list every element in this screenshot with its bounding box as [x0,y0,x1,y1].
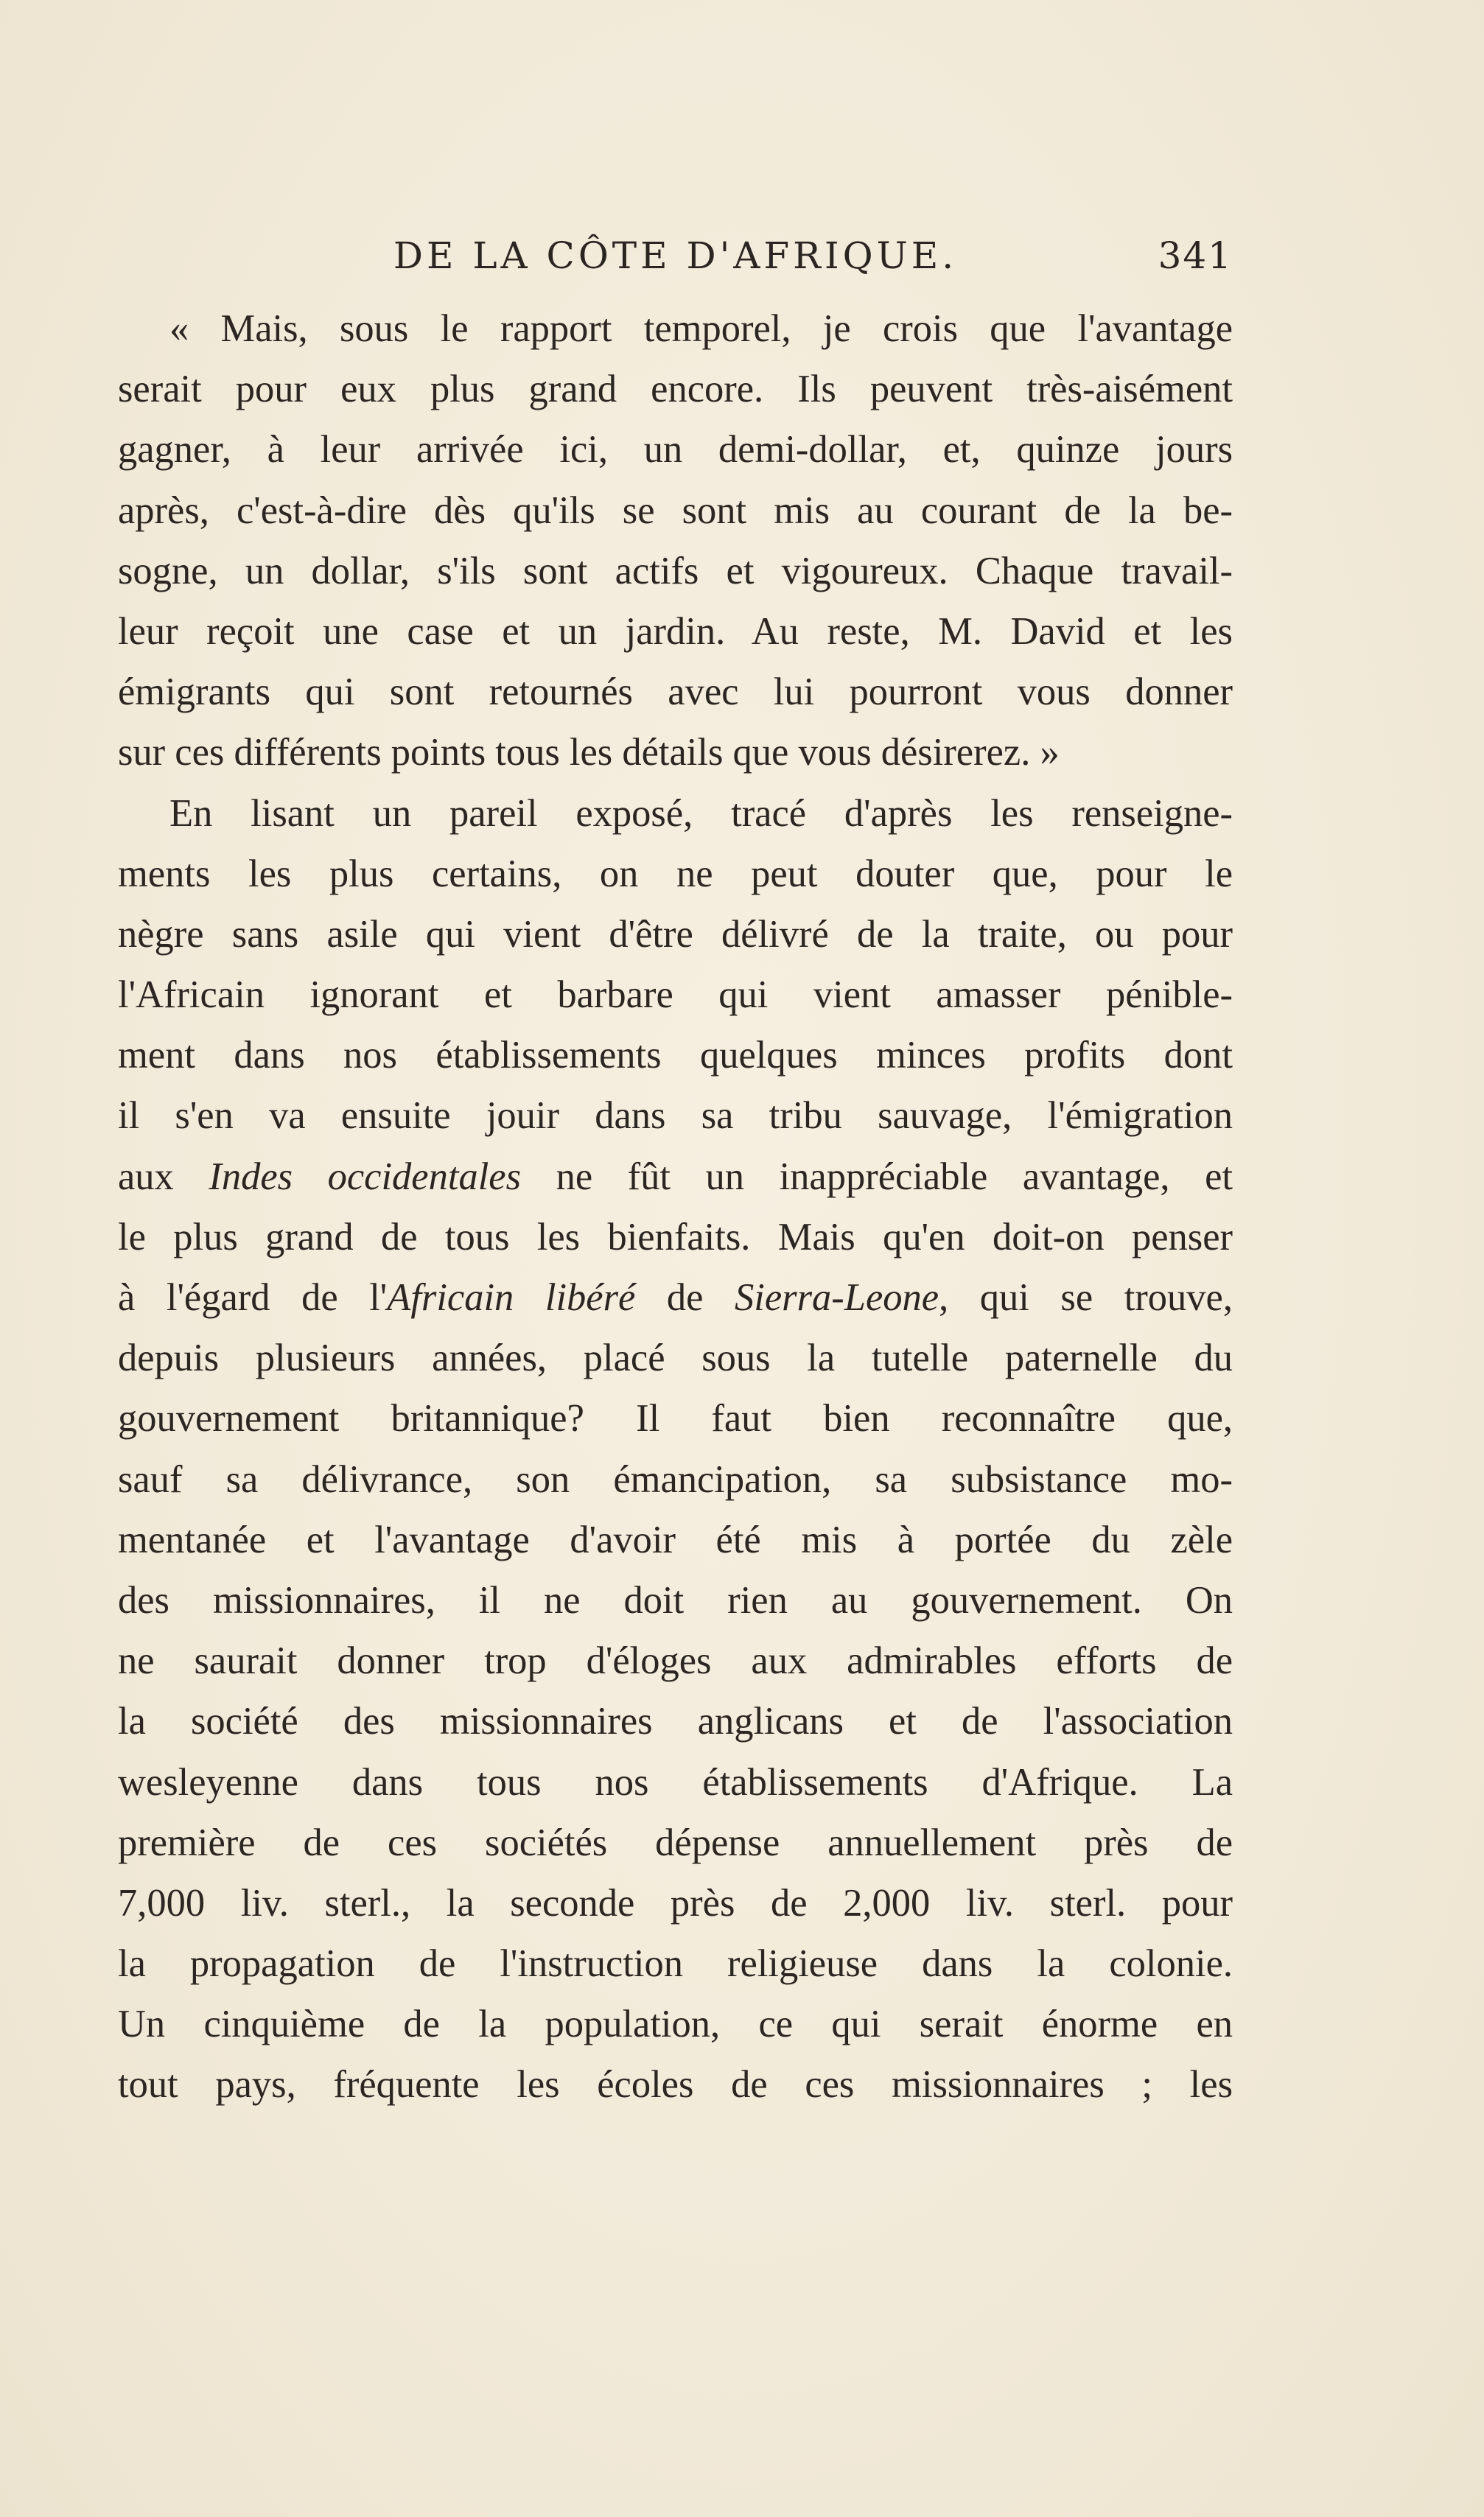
page-header [118,234,1233,293]
italic-text: Indes occidentales [209,1155,522,1198]
text-line [118,359,1233,419]
text-segment: ne saurait donner trop d'éloges aux admirables efforts de [118,1639,1233,1683]
text-line [118,1085,1233,1146]
text-line [118,1388,1233,1449]
text-segment: le plus grand de tous les bienfaits. Mais qu'en doit-on penser [118,1215,1233,1258]
text-line [118,480,1233,541]
text-segment: aux [118,1155,209,1198]
text-segment: leur reçoit une case et un jardin. Au reste, M. David et les [118,609,1233,653]
page-number: 341 [1158,234,1233,277]
body-text [118,298,1233,2115]
text-segment: wesleyenne dans tous nos établissements d'Afrique. La [118,1760,1233,1804]
text-line [118,1025,1233,1085]
text-segment: il s'en va ensuite jouir dans sa tribu sauvage, l'émigration [118,1094,1233,1138]
text-segment: ne fût un inappréciable avantage, et [521,1155,1233,1198]
text-line [118,965,1233,1025]
text-line [118,1813,1233,1873]
text-segment: Un cinquième de la population, ce qui serait énorme en [118,2003,1233,2046]
italic-text: Africain libéré [387,1276,636,1319]
text-segment: , qui se trouve, [939,1276,1233,1319]
text-segment: après, c'est-à-dire dès qu'ils se sont mis au courant de la be- [118,489,1233,532]
text-line [118,541,1233,601]
text-line [118,1207,1233,1267]
text-segment: sogne, un dollar, s'ils sont actifs et vigoureux. Chaque travail- [118,549,1233,592]
text-line [118,1933,1233,1994]
text-line [118,298,1233,359]
text-segment: l'Africain ignorant et barbare qui vient amasser pénible- [118,973,1233,1017]
text-segment: ment dans nos établissements quelques minces profits dont [118,1034,1233,1077]
text-line [118,1570,1233,1631]
text-line [118,419,1233,480]
text-line [118,844,1233,904]
text-line [118,601,1233,662]
text-line [118,783,1233,844]
text-segment: des missionnaires, il ne doit rien au gouvernement. On [118,1578,1233,1622]
text-segment: mentanée et l'avantage d'avoir été mis à portée du zèle [118,1518,1233,1561]
text-line [118,1147,1233,1207]
text-segment: depuis plusieurs années, placé sous la tutelle paternelle du [118,1337,1233,1380]
text-segment: première de ces sociétés dépense annuellement près de [118,1821,1233,1864]
text-segment: gagner, à leur arrivée ici, un demi-dollar, et, quinze jours [118,428,1233,472]
text-segment: émigrants qui sont retournés avec lui pourront vous donner [118,671,1233,714]
text-line [118,722,1233,783]
text-line [118,1631,1233,1691]
text-segment: 7,000 liv. sterl., la seconde près de 2,000 liv. sterl. pour [118,1881,1233,1925]
text-segment: tout pays, fréquente les écoles de ces missionnaires ; les [118,2063,1233,2107]
text-line [118,1510,1233,1570]
text-line [118,1328,1233,1388]
text-line [118,1691,1233,1751]
text-segment: sur ces différents points tous les détails que vous désirerez. » [118,731,1060,774]
text-segment: gouvernement britannique? Il faut bien reconnaître que, [118,1397,1233,1440]
text-segment: ments les plus certains, on ne peut douter que, pour le [118,852,1233,895]
text-segment: nègre sans asile qui vient d'être délivré de la traite, ou pour [118,912,1233,956]
text-segment: « Mais, sous le rapport temporel, je crois que l'avantage [169,307,1233,350]
text-segment: la propagation de l'instruction religieuse dans la colonie. [118,1942,1233,1986]
text-segment: sauf sa délivrance, son émancipation, sa subsistance mo- [118,1457,1233,1501]
text-segment: à l'égard de l' [118,1276,388,1319]
text-line [118,2054,1233,2115]
text-line [118,662,1233,722]
text-segment: serait pour eux plus grand encore. Ils peuvent très-aisément [118,368,1233,411]
text-segment: la société des missionnaires anglicans et de l'association [118,1700,1233,1743]
text-line [118,1994,1233,2054]
text-line [118,1449,1233,1510]
text-line [118,1873,1233,1933]
running-head: DE LA CÔTE D'AFRIQUE. [393,234,958,277]
text-line [118,1267,1233,1328]
text-line [118,1752,1233,1813]
text-segment: En lisant un pareil exposé, tracé d'après les renseigne- [169,791,1233,835]
text-segment: de [635,1276,735,1319]
italic-text: Sierra-Leone [735,1276,939,1319]
text-line [118,904,1233,965]
